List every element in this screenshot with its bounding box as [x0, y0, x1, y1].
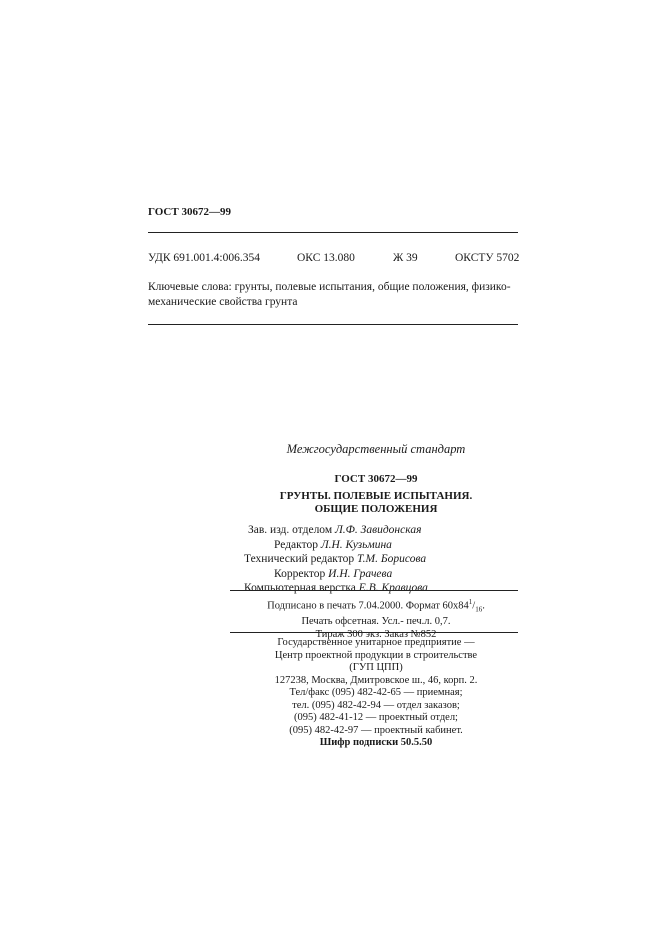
staff-role: Компьютерная верстка	[244, 582, 356, 594]
okstu-code: ОКСТУ 5702	[455, 252, 520, 264]
imprint-subtitle: Межгосударственный стандарт	[286, 442, 466, 456]
staff-list	[236, 523, 522, 596]
imprint-title	[230, 490, 522, 516]
print-divider-top	[230, 590, 518, 591]
staff-line	[236, 523, 522, 538]
print-method: Печать офсетная. Усл.- печ.л. 0,7.	[301, 616, 451, 628]
group-code: Ж 39	[393, 252, 418, 264]
publisher-address: 127238, Москва, Дмитровское ш., 46, корп. 2.	[274, 674, 478, 686]
print-info	[230, 596, 522, 641]
staff-name: Л.Ф. Завидонская	[335, 524, 422, 536]
staff-line	[236, 581, 522, 596]
staff-role: Редактор	[274, 538, 318, 551]
publisher-line-3: (ГУП ЦПП)	[349, 662, 403, 673]
imprint-code: ГОСТ 30672—99	[334, 473, 418, 485]
imprint-title-line-2: ОБЩИЕ ПОЛОЖЕНИЯ	[314, 503, 438, 515]
publisher-info	[230, 637, 522, 750]
staff-name: Е.В. Кравцова	[358, 582, 428, 594]
keywords-divider	[148, 324, 518, 325]
staff-role: Технический редактор	[244, 553, 355, 565]
staff-name: И.Н. Грачева	[328, 567, 393, 580]
oks-code: ОКС 13.080	[297, 252, 355, 264]
publisher-phone-4: (095) 482-42-97 — проектный кабинет.	[289, 724, 463, 736]
keywords-line-1: Ключевые слова: грунты, полевые испытания, общие положения, физико-	[148, 281, 511, 293]
print-divider-bottom	[230, 632, 518, 633]
publisher-phone-3: (095) 482-41-12 — проектный отдел;	[294, 712, 458, 723]
publisher-line-1: Государственное унитарное предприятие —	[277, 637, 475, 648]
staff-line	[236, 538, 522, 553]
udk-code: УДК 691.001.4:006.354	[148, 252, 260, 264]
publisher-phone-1: Тел/факс (095) 482-42-65 — приемная;	[289, 687, 463, 698]
publisher-phone-2: тел. (095) 482-42-94 — отдел заказов;	[292, 699, 460, 711]
staff-role: Зав. изд. отделом	[248, 524, 333, 536]
document-code: ГОСТ 30672—99	[148, 206, 231, 218]
keywords-line-2: механические свойства грунта	[148, 296, 298, 308]
subscription-cipher: Шифр подписки 50.5.50	[319, 737, 433, 748]
publisher-line-2: Центр проектной продукции в строительстве	[274, 649, 478, 661]
print-run: Тираж 300 экз. Заказ №852	[315, 628, 437, 640]
staff-line	[236, 567, 522, 582]
staff-line	[236, 552, 522, 567]
keywords	[148, 280, 520, 310]
top-divider	[148, 232, 518, 233]
print-signed: Подписано в печать 7.04.2000. Формат $60х84^1/_{16}$.	[267, 598, 485, 614]
staff-role: Корректор	[274, 567, 326, 580]
format-denominator: 16	[475, 605, 483, 614]
format-numerator: 1	[468, 598, 473, 606]
staff-name: Т.М. Борисова	[357, 553, 427, 565]
staff-name: Л.Н. Кузьмина	[320, 538, 392, 551]
imprint-title-line-1: ГРУНТЫ. ПОЛЕВЫЕ ИСПЫТАНИЯ.	[279, 490, 473, 502]
